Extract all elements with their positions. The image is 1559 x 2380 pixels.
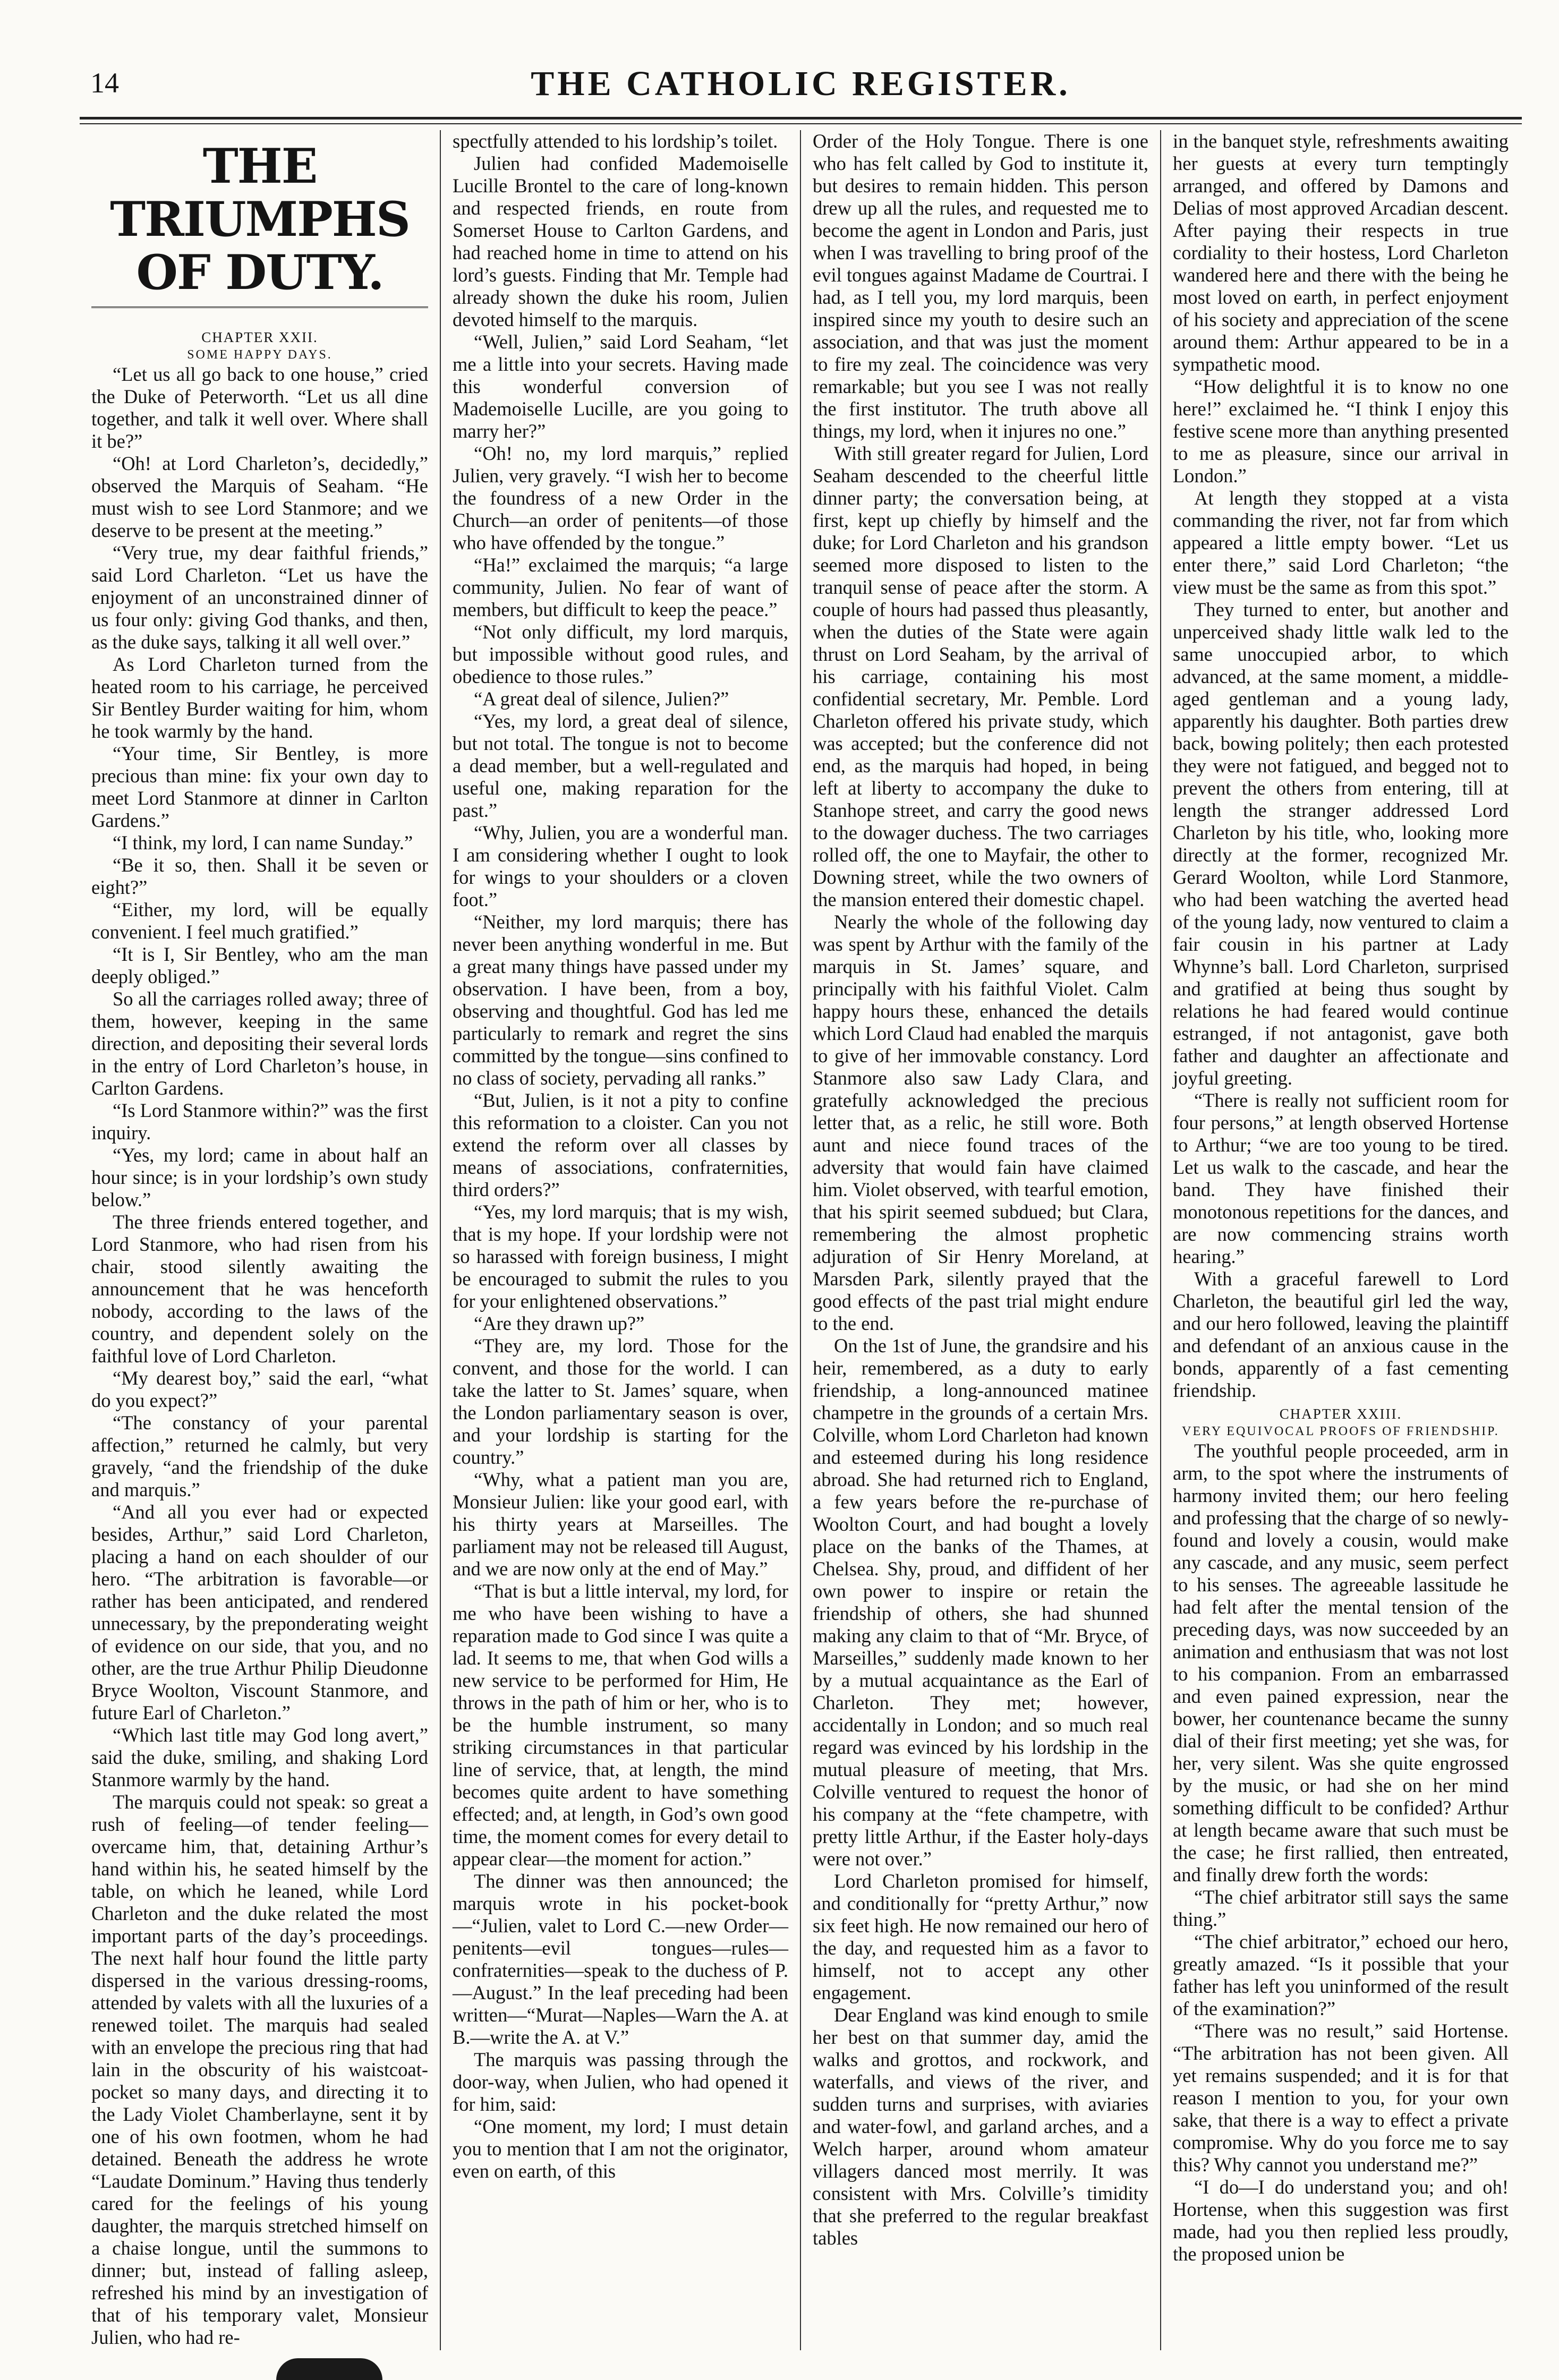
column-4-body-top [1173,130,1509,1402]
paragraph: “Are they drawn up?” [474,1312,645,1334]
paragraph: “Not only difficult, my lord marquis, but impossible without good rules, and obedience to those rules.” [453,621,788,687]
paragraph: “The chief arbitrator,” echoed our hero, greatly amazed. “Is it possible that your father has left you uninformed of the result of the examination?” [1173,1931,1509,2019]
paragraph: “There is really not sufficient room for four persons,” at length observed Hortense to Arthur; “we are too young to be tired. Let us walk to the cascade, and hear the band. They have finished their monotonous repetitions for the dances, and are now commencing strains worth hearing.” [1173,1089,1509,1267]
column-1-body [91,363,428,2349]
column-2-body [453,130,788,2182]
paragraph: The dinner was then announced; the marquis wrote in his pocket-book—“Julien, valet to Lord C.—new Order—penitents—evil tongues—rules—confraternities—speak to the duchess of P.—August.” In the leaf preceding had been written—“Murat—Naples—Warn the A. at B.—write the A. at V.” [453,1870,788,2048]
paragraph: Lord Charleton promised for himself, and conditionally for “pretty Arthur,” now six feet high. He now remained our hero of the day, and requested him as a favor to himself, not to accept any other engagement. [813,1870,1148,2003]
page-header [80,56,1522,120]
paragraph: “Why, Julien, you are a wonderful man. I am considering whether I ought to look for wings to your shoulders or a cloven foot.” [453,822,788,910]
paragraph: “I think, my lord, I can name Sunday.” [113,832,413,854]
paragraph: “Let us all go back to one house,” cried the Duke of Peterworth. “Let us all dine together, and talk it well over. Where shall it be?” [91,363,428,452]
paragraph: “Ha!” exclaimed the marquis; “a large community, Julien. No fear of want of members, but difficult to keep the peace.” [453,554,788,620]
paragraph: The three friends entered together, and Lord Stanmore, who had risen from his chair, stood silently awaiting the announcement that he was henceforth nobody, according to the laws of the country, and dependent solely on the faithful love of Lord Charleton. [91,1211,428,1367]
paragraph: “That is but a little interval, my lord, for me who have been wishing to have a reparation made to God since I was quite a lad. It seems to me, that when God wills a new service to be performed for Him, He throws in the path of him or her, who is to be the humble instrument, so many striking circumstances in that particular line of service, that, at length, the mind becomes quite ardent to have something effected; and, at length, in God’s own good time, the moment comes for every detail to appear clear—the moment for action.” [453,1580,788,1870]
paragraph: So all the carriages rolled away; three of them, however, keeping in the same direction, and depositing their several lords in the entry of Lord Charleton’s house, in Carlton Gardens. [91,988,428,1099]
paragraph: “And all you ever had or expected besides, Arthur,” said Lord Charleton, placing a hand on each shoulder of our hero. “The arbitration is favorable—or rather has been anticipated, and rendered unnecessary, by the preponderating weight of evidence on our side, that you, and no other, are the true Arthur Philip Dieudonne Bryce Woolton, Viscount Stanmore, and future Earl of Charleton.” [91,1501,428,1724]
paragraph: “Oh! no, my lord marquis,” replied Julien, very gravely. “I wish her to become the foundress of a new Order in the Church—an order of penitents—of those who have offended by the tongue.” [453,442,788,553]
paragraph: “Neither, my lord marquis; there has never been anything wonderful in me. But a great many things have passed under my observation. I have been, from a boy, observing and thoughtful. God has led me particularly to remark and regret the sins committed by the tongue—sins confined to no class of society, pervading all ranks.” [453,911,788,1089]
paragraph: Nearly the whole of the following day was spent by Arthur with the family of the marquis in St. James’ square, and principally with his faithful Violet. Calm happy hours these, enhanced the details which Lord Claud had enabled the marquis to give of her immovable constancy. Lord Stanmore also saw Lady Clara, and gratefully acknowledged the precious letter that, as a relic, he still wore. Both aunt and niece found traces of the adversity that would fain have claimed him. Violet observed, with tearful emotion, that his spirit seemed subdued; but Clara, remembering the almost prophetic adjuration of Sir Henry Moreland, at Marsden Park, silently prayed that the good effects of the past trial might endure to the end. [813,911,1148,1334]
column-4 [1160,130,1520,2350]
column-2 [440,130,800,2350]
paragraph: At length they stopped at a vista commanding the river, not far from which appeared a little empty bower. “Let us enter there,” said Lord Charleton; “the view must be the same as from this spot.” [1173,487,1509,598]
paragraph: As Lord Charleton turned from the heated room to his carriage, he perceived Sir Bentley Burder waiting for him, whom he took warmly by the hand. [91,653,428,742]
paragraph: in the banquet style, refreshments awaiting her guests at every turn temptingly arranged, and offered by Damons and Delias of most approved Arcadian descent. After paying their respects in true cordiality to their hostess, Lord Charleton wandered here and there with the being he most loved on earth, in perfect enjoyment of his society and appreciation of the scene around them: Arthur appeared to be in a sympathetic mood. [1173,130,1509,375]
paragraph: “Your time, Sir Bentley, is more precious than mine: fix your own day to meet Lord Stanmore at dinner in Carlton Gardens.” [91,743,428,831]
paragraph: “It is I, Sir Bentley, who am the man deeply obliged.” [91,943,428,987]
paragraph: Dear England was kind enough to smile her best on that summer day, amid the walks and grottos, and rockwork, and waterfalls, and views of the river, and sudden turns and surprises, with aviaries and water-fowl, and garland arches, and a Welch harper, around whom amateur villagers danced most merrily. It was consistent with Mrs. Colville’s timidity that she preferred to the regular breakfast tables [813,2004,1148,2249]
paragraph: “But, Julien, is it not a pity to confine this reformation to a cloister. Can you not extend the reform over all classes by means of associations, confraternities, third orders?” [453,1089,788,1200]
header-rule-thin [80,123,1522,124]
paragraph: Order of the Holy Tongue. There is one who has felt called by God to institute it, but desires to remain hidden. This person drew up all the rules, and requested me to become the agent in London and Paris, just when I was travelling to bring proof of the evil tongues against Madame de Courtrai. I had, as I tell you, my lord marquis, been inspired since my youth to desire such an association, and that was just the moment to fire my zeal. The coincidence was very remarkable; but you see I was not really the first institutor. The truth above all things, my lord, when it injures no one.” [813,130,1148,442]
paragraph: “A great deal of silence, Julien?” [474,688,729,710]
paragraph: “One moment, my lord; I must detain you to mention that I am not the originator, even on earth, of this [453,2115,788,2182]
paragraph: “How delightful it is to know no one here!” exclaimed he. “I think I enjoy this festive scene more than anything presented to me as pleasure, since our arrival in London.” [1173,376,1509,487]
paragraph: They turned to enter, but another and unperceived shady little walk led to the same unoccupied arbor, to which advanced, at the same moment, a middle-aged gentleman and a young lady, apparently his daughter. Both parties drew back, bowing politely; then each protested they were not fatigued, and begged not to prevent the others from entering, till at length the stranger addressed Lord Charleton by his title, who, looking more directly at the former, recognized Mr. Gerard Woolton, while Lord Stanmore, who had been watching the averted head of the young lady, now ventured to claim a fair cousin in his partner at Lady Whynne’s ball. Lord Charleton, surprised and gratified at being thus sought by relations he had feared would continue estranged, if not antagonist, gave both father and daughter an affectionate and joyful greeting. [1173,599,1509,1089]
paragraph: “Why, what a patient man you are, Monsieur Julien: like your good earl, with his thirty years at Marseilles. The parliament may not be released till August, and we are now only at the end of May.” [453,1469,788,1580]
column-3-body [813,130,1148,2249]
paragraph: “Yes, my lord, a great deal of silence, but not total. The tongue is not to become a dead member, but a well-regulated and useful one, making reparation for the past.” [453,710,788,821]
paragraph: “Yes, my lord marquis; that is my wish, that is my hope. If your lordship were not so harassed with foreign business, I might be encouraged to submit the rules to you for your enlightened observations.” [453,1201,788,1312]
article-columns [80,130,1522,2350]
paragraph: “Is Lord Stanmore within?” was the first inquiry. [91,1099,428,1144]
paragraph: “They are, my lord. Those for the convent, and those for the world. I can take the latter to St. James’ square, when the London parliamentary season is over, and your lordship is starting for the country.” [453,1335,788,1468]
paragraph: “Which last title may God long avert,” said the duke, smiling, and shaking Lord Stanmore warmly by the hand. [91,1724,428,1790]
column-1 [80,130,440,2350]
paragraph: “Either, my lord, will be equally convenient. I feel much gratified.” [91,899,428,943]
paragraph: “Yes, my lord; came in about half an hour since; is in your lordship’s own study below.” [91,1144,428,1210]
paragraph: The youthful people proceeded, arm in arm, to the spot where the instruments of harmony invited them; our hero feeling and professing that the charge of so newly-found and lovely a cousin, would make any cascade, and any music, seem perfect to his senses. The agreeable lassitude he had felt after the mental tension of the preceding days, was now succeeded by an animation and enthusiasm that was not lost to his companion. From an embarrassed and even pained expression, near the bower, her countenance became the sunny dial of their first meeting; yet she was, for her, very silent. Was she quite engrossed by the music, or had she on her mind something difficult to be confided? Arthur at length became aware that such must be the case; he first rallied, then entreated, and finally drew forth the words: [1173,1440,1509,1886]
header-rule [80,117,1522,120]
paragraph: With a graceful farewell to Lord Charleton, the beautiful girl led the way, and our hero followed, leaving the plaintiff and defendant of an anxious cause in the bonds, apparently of a fast cementing friendship. [1173,1268,1509,1401]
ink-blot-mark [276,2358,382,2380]
paragraph: “My dearest boy,” said the earl, “what do you expect?” [91,1367,428,1411]
paragraph: “Oh! at Lord Charleton’s, decidedly,” observed the Marquis of Seaham. “He must wish to see Lord Stanmore; and we deserve to be present at the meeting.” [91,453,428,541]
column-3 [800,130,1160,2350]
paragraph: “Well, Julien,” said Lord Seaham, “let me a little into your secrets. Having made this wonderful conversion of Mademoiselle Lucille, are you going to marry her?” [453,331,788,442]
paragraph: The marquis could not speak: so great a rush of feeling—of tender feeling—overcame him, that, detaining Arthur’s hand within his, he seated himself by the table, on which he leaned, while Lord Charleton and the duke related the most important parts of the day’s proceedings. The next half hour found the little party dispersed in the various dressing-rooms, attended by valets with all the luxuries of a renewed toilet. The marquis had sealed with an envelope the precious ring that had lain in the obscurity of his waistcoat-pocket so many days, and directing it to the Lady Violet Chamberlayne, sent it by one of his own footmen, whom he had detained. Beneath the address he wrote “Laudate Dominum.” Having thus tenderly cared for the feelings of his young daughter, the marquis stretched himself on a chaise longue, until the summons to dinner; but, instead of falling asleep, refreshed his mind by an investigation of that of his temporary valet, Monsieur Julien, who had re- [91,1791,428,2348]
paragraph: “Very true, my dear faithful friends,” said Lord Charleton. “Let us have the enjoyment of an unconstrained dinner of us four only: giving God thanks, and then, as the duke says, talking it all well over.” [91,542,428,653]
paragraph: The marquis was passing through the door-way, when Julien, who had opened it for him, said: [453,2049,788,2115]
paragraph: On the 1st of June, the grandsire and his heir, remembered, as a duty to early friendship, a long-announced matinee champetre in the grounds of a certain Mrs. Colville, whom Lord Charleton had known and esteemed during his long residence abroad. She had returned rich to England, a few years before the re-purchase of Woolton Court, and had bought a lovely place on the banks of the Thames, at Chelsea. Shy, proud, and diffident of her own power to inspire or retain the friendship of others, she had shunned making any claim to that of “Mr. Bryce, of Marseilles,” suddenly made known to her by a mutual acquaintance as the Earl of Charleton. They met; however, accidentally in London; and so much real regard was evinced by his lordship in the mutual pleasure of meeting, that Mrs. Colville ventured to request the honor of his company at the “fete champetre, with pretty little Arthur, if the Easter holy-days were not over.” [813,1335,1148,1870]
paragraph: Julien had confided Mademoiselle Lucille Brontel to the care of long-known and respected friends, en route from Somerset House to Carlton Gardens, and had reached home in time to attend on his lord’s guests. Finding that Mr. Temple had already shown the duke his room, Julien devoted himself to the marquis. [453,152,788,330]
chapter-subtitle: SOME HAPPY DAYS. [187,348,333,362]
chapter-heading: CHAPTER XXIII. [1279,1406,1402,1422]
paragraph: “The constancy of your parental affection,” returned he calmly, but very gravely, “and the friendship of the duke and marquis.” [91,1412,428,1500]
newspaper-masthead: THE CATHOLIC REGISTER. [531,64,1071,103]
paragraph: spectfully attended to his lordship’s toilet. [453,130,778,152]
paragraph: “There was no result,” said Hortense. “The arbitration has not been given. All yet remains suspended; and it is for that reason I mention to you, for your own sake, that there is a way to effect a private compromise. Why do you force me to say this? Why cannot you understand me?” [1173,2020,1509,2176]
paragraph: “I do—I do understand you; and oh! Hortense, when this suggestion was first made, had you then replied less proudly, the proposed union be [1173,2176,1509,2265]
story-title: THE TRIUMPHS OF DUTY. [91,130,428,308]
page-number: 14 [90,67,119,99]
column-4-body-bottom [1173,1440,1509,2265]
chapter-heading: CHAPTER XXII. [201,329,318,345]
paragraph: With still greater regard for Julien, Lord Seaham descended to the cheerful little dinner party; the conversation being, at first, kept up chiefly by himself and the duke; for Lord Charleton and his grandson seemed more disposed to listen to the tranquil sense of peace after the storm. A couple of hours had passed thus pleasantly, when the duties of the State were again thrust on Lord Seaham, by the arrival of his carriage, containing his most confidential secretary, Mr. Pemble. Lord Charleton offered his private study, which was accepted; but the conference did not end, as the marquis had hoped, in being left at liberty to accompany the duke to Stanhope street, and carry the good news to the dowager duchess. The two carriages rolled off, the one to Mayfair, the other to Downing street, while the two owners of the mansion entered their domestic chapel. [813,442,1148,910]
paragraph: “The chief arbitrator still says the same thing.” [1173,1886,1509,1930]
chapter-subtitle: VERY EQUIVOCAL PROOFS OF FRIENDSHIP. [1182,1424,1500,1438]
paragraph: “Be it so, then. Shall it be seven or eight?” [91,854,428,898]
